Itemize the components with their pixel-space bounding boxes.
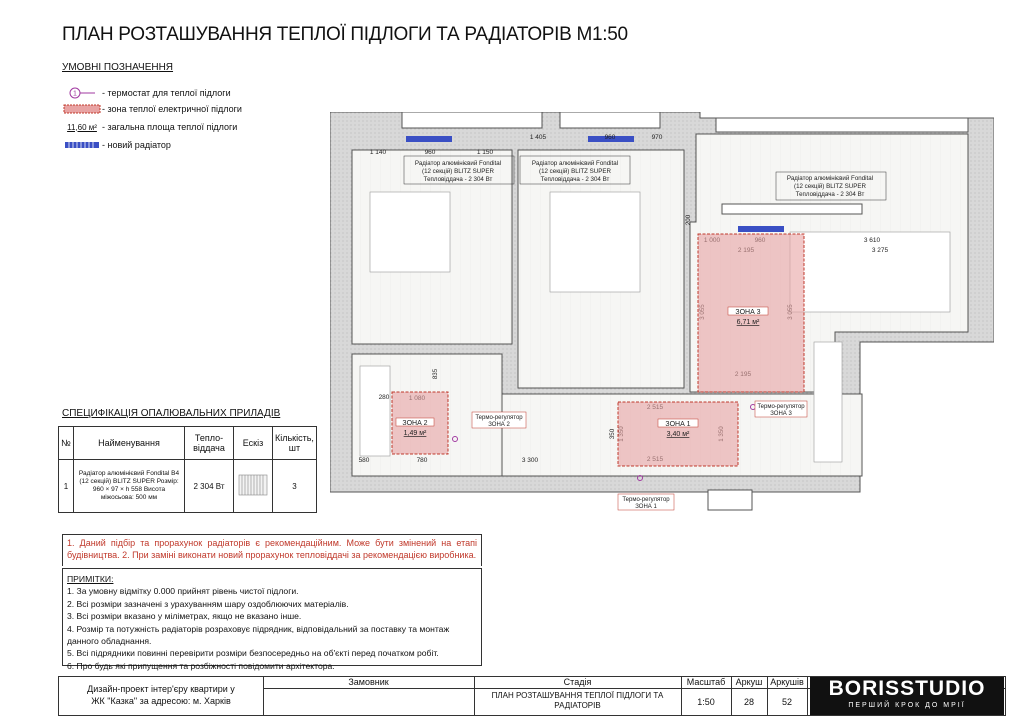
radiator-label: Тепловіддача - 2 304 Вт	[795, 191, 865, 198]
radiator-label: Радіатор алюмінієвий Fondital	[786, 175, 874, 182]
spec-heading: СПЕЦИФІКАЦІЯ ОПАЛЮВАЛЬНИХ ПРИЛАДІВ	[62, 408, 281, 419]
radiator-label: (12 секцій) BLITZ SUPER	[539, 168, 611, 175]
wardrobe	[814, 342, 842, 462]
svg-text:1: 1	[73, 90, 77, 98]
scale-label: Масштаб	[686, 677, 726, 687]
legend-label: - зона теплої електричної підлоги	[102, 104, 242, 114]
radiator-label: (12 секцій) BLITZ SUPER	[794, 183, 866, 190]
legend-item-zone	[62, 104, 242, 114]
spec-header: Тепло-віддача	[185, 427, 234, 460]
note-item: 4. Розмір та потужність радіаторів розраховує підрядник, відповідальний за поставку та монтаж данного обладнання.	[67, 623, 450, 647]
svg-text:3 610: 3 610	[863, 237, 881, 244]
legend-label: - новий радіатор	[102, 140, 171, 150]
radiator-1	[406, 136, 452, 142]
svg-text:835: 835	[432, 368, 439, 380]
zone-area: 6,71 м²	[736, 319, 760, 326]
zone-area: 1,49 м²	[403, 430, 427, 437]
area-symbol: 11,60 м²	[67, 122, 97, 132]
svg-text:200: 200	[685, 214, 692, 226]
bed-2	[550, 192, 640, 292]
legend-heading: УМОВНІ ПОЗНАЧЕННЯ	[62, 62, 174, 73]
radiator-label: Тепловіддача - 2 304 Вт	[423, 176, 493, 183]
svg-text:350: 350	[609, 428, 616, 440]
spec-cell: Радіатор алюмінієвий Fondital B4 (12 секцій) BLITZ SUPER Розмір: 960 × 97 × h 558 Висота міжосьова: 500 мм	[74, 460, 185, 513]
svg-text:960: 960	[604, 134, 616, 141]
notes-heading: ПРИМІТКИ:	[67, 574, 114, 584]
sheet-title: ПЛАН РОЗТАШУВАННЯ ТЕПЛОЇ ПІДЛОГИ ТА РАДІАТОРІВ	[491, 691, 664, 710]
thermostat-label: ЗОНА 3	[770, 411, 792, 417]
sheet-value: 28	[743, 697, 754, 707]
legend-label: - загальна площа теплої підлоги	[102, 122, 238, 132]
note-item: 1. За умовну відмітку 0.000 прийнят рівень чистої підлоги.	[67, 586, 299, 597]
spec-table	[58, 426, 317, 513]
bed	[370, 192, 450, 272]
floor-plan	[330, 112, 994, 522]
svg-text:960: 960	[424, 149, 436, 156]
spec-cell: 3	[273, 460, 317, 513]
radiator-label: Радіатор алюмінієвий Fondital	[414, 160, 502, 167]
sheets-label: Аркушів	[770, 677, 804, 687]
thermostat-label: Термо-регулятор	[475, 415, 523, 421]
legend-item-area	[62, 122, 237, 132]
zone-area: 3,40 м²	[666, 431, 690, 438]
bathtub	[360, 366, 390, 456]
svg-text:1 150: 1 150	[476, 149, 494, 156]
zone-name: ЗОНА 1	[665, 421, 691, 428]
svg-text:3 275: 3 275	[871, 247, 889, 254]
kitchen	[790, 232, 950, 312]
stage-label: Стадія	[563, 677, 592, 687]
spec-header: Кількість, шт	[273, 427, 317, 460]
thermostat-label: ЗОНА 2	[488, 422, 510, 428]
spec-header: Найменування	[74, 427, 185, 460]
svg-text:3 300: 3 300	[521, 457, 539, 464]
red-note: 1. Даний підбір та прорахунок радіаторів є рекомендаційним. Може бути змінений на етапі будівництва. 2. При заміні виконати новий прорахунок тепловіддачі за рекомендацією виробника.	[62, 534, 482, 566]
radiator-label: Тепловіддача - 2 304 Вт	[540, 176, 610, 183]
svg-text:280: 280	[378, 394, 390, 401]
note-item: 5. Всі підрядники повинні перевірити розміри безпосередньо на об'єкті перед початком робіт.	[67, 648, 439, 659]
thermostat-icon	[67, 86, 97, 100]
svg-text:580: 580	[358, 457, 370, 464]
client-label: Замовник	[348, 677, 389, 687]
project-name: Дизайн-проект інтер'єру квартири у ЖК "Казка" за адресою: м. Харків	[87, 684, 235, 706]
radiator-3	[738, 226, 784, 232]
thermostat-label: Термо-регулятор	[622, 497, 670, 503]
radiator-sketch	[234, 460, 273, 513]
radiator-label: (12 секцій) BLITZ SUPER	[422, 168, 494, 175]
svg-text:780: 780	[416, 457, 428, 464]
legend-item-thermostat	[62, 86, 231, 100]
sheets-value: 52	[781, 697, 792, 707]
notes-block	[62, 568, 482, 671]
page-title: ПЛАН РОЗТАШУВАННЯ ТЕПЛОЇ ПІДЛОГИ ТА РАДІАТОРІВ М1:50	[62, 24, 628, 45]
spec-cell: 2 304 Вт	[185, 460, 234, 513]
svg-text:1 405: 1 405	[529, 134, 547, 141]
thermostat-label: Термо-регулятор	[757, 404, 805, 410]
note-item: 6. Про будь які припущення та розбіжності повідомити архітектора.	[67, 660, 335, 671]
zone-name: ЗОНА 2	[402, 420, 428, 427]
spec-header: Ескіз	[234, 427, 273, 460]
scale-value: 1:50	[697, 697, 715, 707]
zone-swatch-icon	[63, 104, 101, 114]
radiator-label: Радіатор алюмінієвий Fondital	[531, 160, 619, 167]
thermostat-label: ЗОНА 1	[635, 504, 657, 510]
legend-label: - термостат для теплої підлоги	[102, 88, 231, 98]
legend-item-radiator	[62, 140, 171, 150]
studio-logo: BORISSTUDIO ПЕРШИЙ КРОК ДО МРІЇ	[810, 677, 1004, 715]
svg-text:1 140: 1 140	[369, 149, 387, 156]
radiator-icon	[64, 141, 100, 149]
table-row	[59, 460, 317, 513]
note-item: 2. Всі розміри зазначені з урахуванням шару оздоблюючих матеріалів.	[67, 598, 349, 609]
sheet-label: Аркуш	[735, 677, 763, 687]
svg-text:970: 970	[651, 134, 663, 141]
spec-header: №	[59, 427, 74, 460]
spec-cell: 1	[59, 460, 74, 513]
note-item: 3. Всі розміри вказано у міліметрах, якщо не вказано інше.	[67, 611, 302, 622]
zone-name: ЗОНА 3	[735, 309, 761, 316]
